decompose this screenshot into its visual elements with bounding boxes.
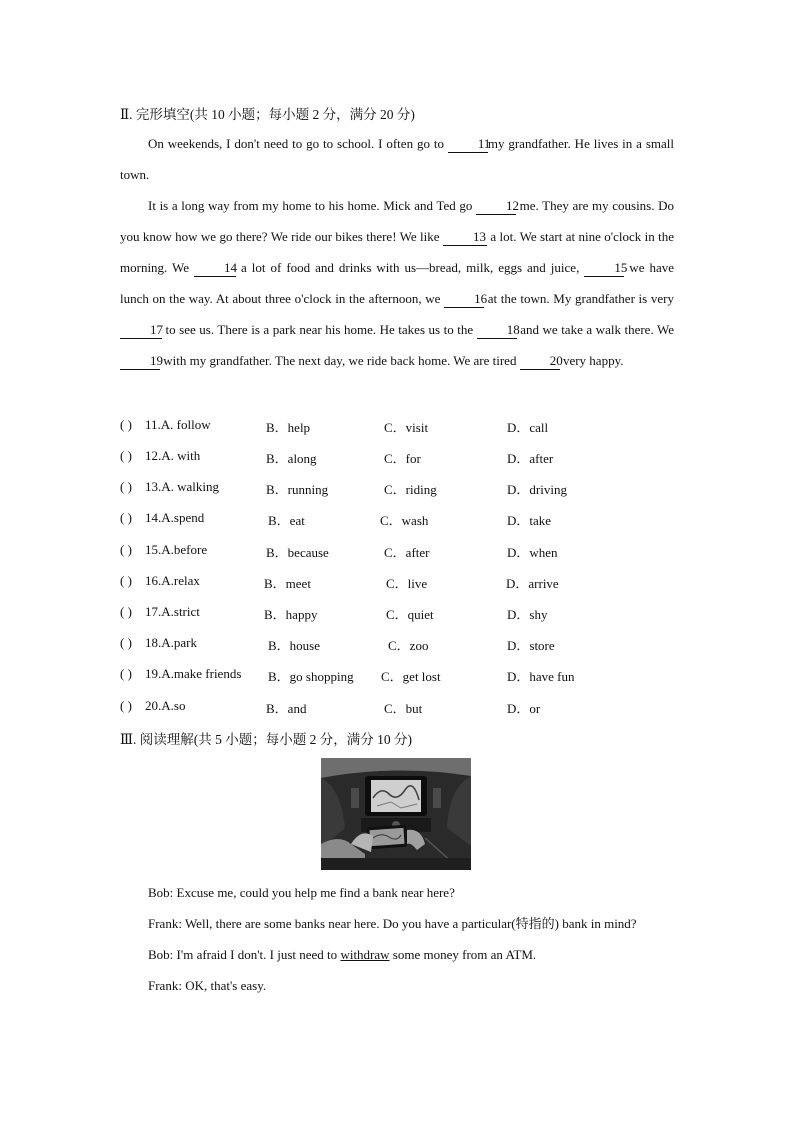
blank-12: 12 xyxy=(476,198,516,215)
option-b: B．eat xyxy=(268,513,305,528)
blank-20: 20 xyxy=(520,353,560,370)
option-a: 13.A. walking xyxy=(145,479,220,494)
answer-bracket[interactable]: ( ) xyxy=(120,510,132,525)
option-b: B．help xyxy=(266,420,311,435)
question-row xyxy=(120,604,680,624)
option-b: B．house xyxy=(268,638,321,653)
option-b: B．because xyxy=(266,545,329,560)
option-c: C．riding xyxy=(384,482,437,497)
option-c: C．but xyxy=(384,701,423,716)
answer-bracket[interactable]: ( ) xyxy=(120,448,132,463)
question-row xyxy=(120,666,680,686)
option-d: D．when xyxy=(507,545,558,560)
question-row xyxy=(120,417,680,437)
question-row xyxy=(120,479,680,499)
option-c: C．zoo xyxy=(388,638,429,653)
underlined-word: withdraw xyxy=(340,947,390,962)
option-c: C．wash xyxy=(380,513,429,528)
question-row xyxy=(120,573,680,593)
answer-bracket[interactable]: ( ) xyxy=(120,542,132,557)
dialogue-line: Frank: Well, there are some banks near here. Do you have a particular(特指的) bank in mind? xyxy=(148,916,637,931)
blank-14: 14 xyxy=(194,260,236,277)
answer-bracket[interactable]: ( ) xyxy=(120,417,132,432)
car-navigation-photo xyxy=(321,758,471,870)
option-c: C．after xyxy=(384,545,430,560)
cloze-passage-p1: On weekends, I don't need to go to school. I often go to 11my grandfather. He lives in a small town. xyxy=(120,136,674,182)
question-row xyxy=(120,510,680,530)
option-d: D．after xyxy=(507,451,554,466)
answer-bracket[interactable]: ( ) xyxy=(120,698,132,713)
option-b: B．happy xyxy=(264,607,318,622)
section-2-title: Ⅱ. 完形填空(共 10 小题；每小题 2 分，满分 20 分) xyxy=(120,107,415,122)
option-a: 20.A.so xyxy=(145,698,186,713)
option-a: 12.A. with xyxy=(145,448,201,463)
answer-bracket[interactable]: ( ) xyxy=(120,635,132,650)
option-c: C．quiet xyxy=(386,607,434,622)
answer-bracket[interactable]: ( ) xyxy=(120,604,132,619)
option-c: C．live xyxy=(386,576,428,591)
option-c: C．get lost xyxy=(381,669,441,684)
car-dashboard-illustration xyxy=(321,758,471,870)
section-3-title: Ⅲ. 阅读理解(共 5 小题；每小题 2 分，满分 10 分) xyxy=(120,732,413,747)
option-b: B．along xyxy=(266,451,317,466)
option-a: 18.A.park xyxy=(145,635,197,650)
blank-11: 11 xyxy=(448,136,488,153)
option-a: 14.A.spend xyxy=(145,510,205,525)
option-d: D．have fun xyxy=(507,669,575,684)
answer-bracket[interactable]: ( ) xyxy=(120,666,132,681)
option-b: B．go shopping xyxy=(268,669,354,684)
question-row xyxy=(120,542,680,562)
option-a: 16.A.relax xyxy=(145,573,200,588)
cloze-passage-p2: It is a long way from my home to his home. Mick and Ted go 12 me. They are my cousins. Do you know how we go there? We ride our bikes there! We like 13 a lot. We start at nine o'clock in the morning. We 14 a lot of food and drinks with us—bread, milk, eggs and juice, 15 we have lunch on the way. At about three o'clock in the afternoon, we 16 at the town. My grandfather is very 17 to see us. There is a park near his home. He takes us to the 18 and we take a walk there. We 19 with my grandfather. The next day, we ride back home. We are tired 20 very happy. xyxy=(120,198,675,368)
option-c: C．for xyxy=(384,451,421,466)
option-d: D．or xyxy=(507,701,541,716)
option-a: 19.A.make friends xyxy=(145,666,242,681)
option-a: 17.A.strict xyxy=(145,604,200,619)
dialogue-line: Bob: Excuse me, could you help me find a bank near here? xyxy=(148,885,455,900)
blank-18: 18 xyxy=(477,322,517,339)
option-a: 11.A. follow xyxy=(145,417,211,432)
question-row xyxy=(120,448,680,468)
blank-16: 16 xyxy=(444,291,484,308)
blank-17: 17 xyxy=(120,322,162,339)
option-b: B．running xyxy=(266,482,329,497)
option-d: D．arrive xyxy=(506,576,559,591)
option-d: D．shy xyxy=(507,607,548,622)
option-c: C．visit xyxy=(384,420,429,435)
option-b: B．meet xyxy=(264,576,311,591)
dialogue-line: Frank: OK, that's easy. xyxy=(148,978,267,993)
option-d: D．store xyxy=(507,638,555,653)
option-d: D．take xyxy=(507,513,552,528)
question-row xyxy=(120,635,680,655)
dialogue-line: Bob: I'm afraid I don't. I just need to withdraw some money from an ATM. xyxy=(148,947,537,962)
reading-dialogue xyxy=(120,877,674,1001)
blank-19: 19 xyxy=(120,353,160,370)
option-d: D．driving xyxy=(507,482,567,497)
option-d: D．call xyxy=(507,420,549,435)
answer-bracket[interactable]: ( ) xyxy=(120,479,132,494)
blank-13: 13 xyxy=(443,229,487,246)
answer-bracket[interactable]: ( ) xyxy=(120,573,132,588)
blank-15: 15 xyxy=(584,260,624,277)
option-a: 15.A.before xyxy=(145,542,208,557)
question-row xyxy=(120,698,680,718)
option-b: B．and xyxy=(266,701,307,716)
